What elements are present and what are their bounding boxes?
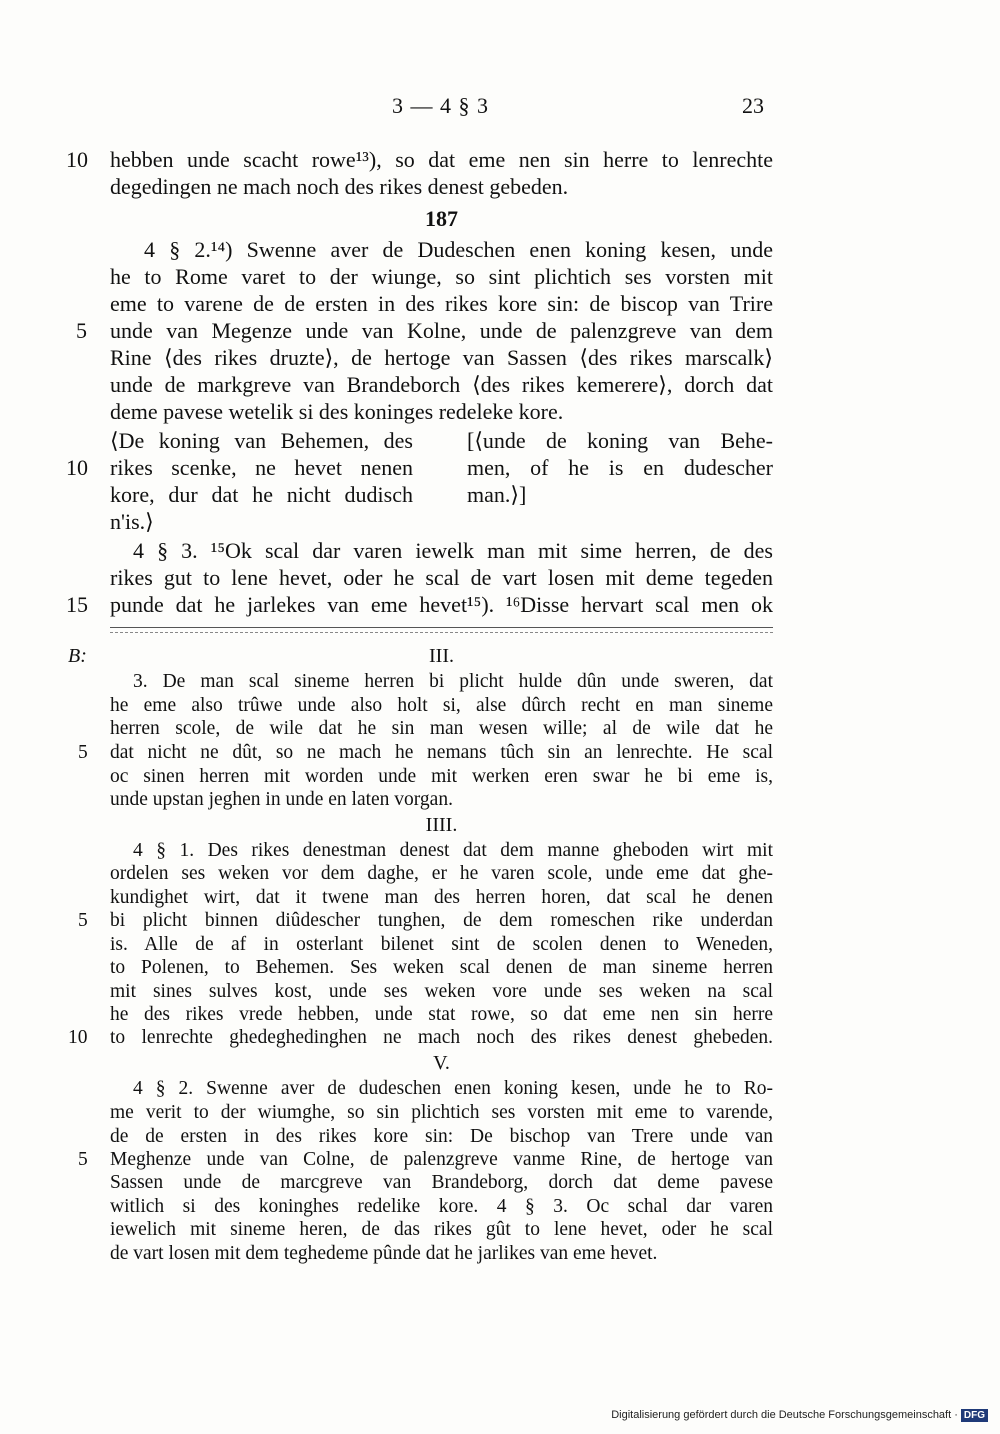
column-line: kore, dur dat he nicht dudisch — [110, 482, 413, 507]
text-line: unde van Megenze unde van Kolne, unde de palenzgreve van dem — [110, 318, 773, 343]
apparatus-line: he eme also trûwe unde also holt si, alse dûrch recht en man sineme — [110, 695, 773, 716]
line-number: 10 — [68, 1027, 88, 1048]
line-number: 10 — [66, 147, 88, 172]
apparatus-line: iewelich mit sineme heren, de das rikes gût to lene hevet, oder he scal — [110, 1219, 773, 1240]
line-number: 15 — [66, 592, 88, 617]
apparatus-line: herren scole, de wile dat he sin man wesen wille; al de wile dat he — [110, 718, 773, 739]
text-line: 4 § 2.¹⁴) Swenne aver de Dudeschen enen koning kesen, unde — [144, 237, 773, 262]
apparatus-line: Meghenze unde van Colne, de palenzgreve vanme Rine, de hertoge van — [110, 1149, 773, 1170]
apparatus-line: to Polenen, to Behemen. Ses weken scal denen de man sineme herren — [110, 957, 773, 978]
section-heading: III. — [429, 645, 454, 667]
text-line: unde de markgreve van Brandeborch ⟨des rikes kemerere⟩, dorch dat — [110, 372, 773, 397]
line-number: 5 — [78, 1149, 88, 1170]
text-line: degedingen ne mach noch des rikes denest gebeden. — [110, 174, 569, 199]
section-heading: V. — [433, 1052, 450, 1074]
apparatus-line: Sassen unde de marcgreve van Brandeborg, dorch dat deme pavese — [110, 1172, 773, 1193]
apparatus-line: bi plicht binnen diûdescher tunghen, de dem romeschen rike underdan — [110, 910, 773, 931]
apparatus-line: 3. De man scal sineme herren bi plicht hulde dûn unde sweren, dat — [133, 671, 773, 692]
apparatus-line: 4 § 2. Swenne aver de dudeschen enen koning kesen, unde he to Ro- — [133, 1078, 773, 1099]
apparatus-line: oc sinen herren mit worden unde mit werken eren swar he bi eme is, — [110, 766, 773, 787]
column-line: men, of he is en dudescher — [467, 455, 773, 480]
apparatus-line: kundighet wirt, dat it twene man des herren horen, dat scal he denen — [110, 887, 773, 908]
credit-text: Digitalisierung gefördert durch die Deutsche Forschungsgemeinschaft · — [611, 1409, 958, 1421]
text-line: Rine ⟨des rikes druzte⟩, de hertoge van Sassen ⟨des rikes marscalk⟩ — [110, 345, 773, 370]
apparatus-line: unde upstan jeghen in unde en laten vorgan. — [110, 789, 453, 810]
separator-rule-thin — [110, 632, 773, 633]
text-line: hebben unde scacht rowe¹³), so dat eme nen sin herre to lenrechte — [110, 147, 773, 172]
apparatus-line: he des rikes vrede hebben, unde stat rowe, so dat eme nen sin herre — [110, 1004, 773, 1025]
apparatus-label: B: — [68, 645, 87, 667]
apparatus-line: de de ersten in des rikes kore sin: De bischop van Trere unde van — [110, 1126, 773, 1147]
line-number: 5 — [78, 742, 88, 763]
apparatus-line: to lenrechte ghedeghedinghen ne mach noch des rikes denest ghebeden. — [110, 1027, 773, 1048]
line-number: 5 — [76, 318, 87, 343]
running-head: 3 — 4 § 3 — [392, 93, 489, 118]
column-line: n'is.⟩ — [110, 509, 154, 534]
column-line: ⟨De koning van Behemen, des — [110, 428, 413, 453]
apparatus-line: de vart losen mit dem teghedeme pûnde dat he jarlikes van eme hevet. — [110, 1243, 658, 1264]
text-line: he to Rome varet to der wiunge, so sint plichtich ses vorsten mit — [110, 264, 773, 289]
line-number: 5 — [78, 910, 88, 931]
digitization-credit — [611, 1409, 988, 1422]
apparatus-line: ordelen ses weken vor dem daghe, er he varen scole, unde eme dat ghe- — [110, 863, 773, 884]
text-line: rikes gut to lene hevet, oder he scal de vart losen mit deme tegeden — [110, 565, 773, 590]
separator-rule — [110, 627, 773, 628]
apparatus-line: 4 § 1. Des rikes denestman denest dat dem manne gheboden wirt mit — [133, 840, 773, 861]
text-line: eme to varene de de ersten in des rikes kore sin: de biscop van Trire — [110, 291, 773, 316]
text-line: 4 § 3. ¹⁵Ok scal dar varen iewelk man mit sime herren, de des — [133, 538, 773, 563]
apparatus-line: dat nicht ne dût, so ne mach he nemans tûch sin an lenrechte. He scal — [110, 742, 773, 763]
column-line: rikes scenke, ne hevet nenen — [110, 455, 413, 480]
section-number: 187 — [425, 206, 458, 231]
apparatus-line: witlich si des koninghes redelike kore. 4 § 3. Oc schal dar varen — [110, 1196, 773, 1217]
apparatus-line: me verit to der wiumghe, so sin plichtich ses vorsten mit eme to varende, — [110, 1102, 773, 1123]
column-line: man.⟩] — [467, 482, 527, 507]
apparatus-line: mit sines sulves kost, unde ses weken vore unde ses weken na scal — [110, 981, 773, 1002]
line-number: 10 — [66, 455, 88, 480]
page-number: 23 — [742, 93, 764, 118]
text-line: deme pavese wetelik si des koninges redeleke kore. — [110, 399, 564, 424]
apparatus-line: is. Alle de af in osterlant bilenet sint de scolen denen to Weneden, — [110, 934, 773, 955]
column-line: [⟨unde de koning van Behe- — [467, 428, 773, 453]
dfg-logo: DFG — [961, 1409, 988, 1422]
section-heading: IIII. — [425, 814, 458, 836]
text-line: punde dat he jarlekes van eme hevet¹⁵). ¹⁶Disse hervart scal men ok — [110, 592, 773, 617]
